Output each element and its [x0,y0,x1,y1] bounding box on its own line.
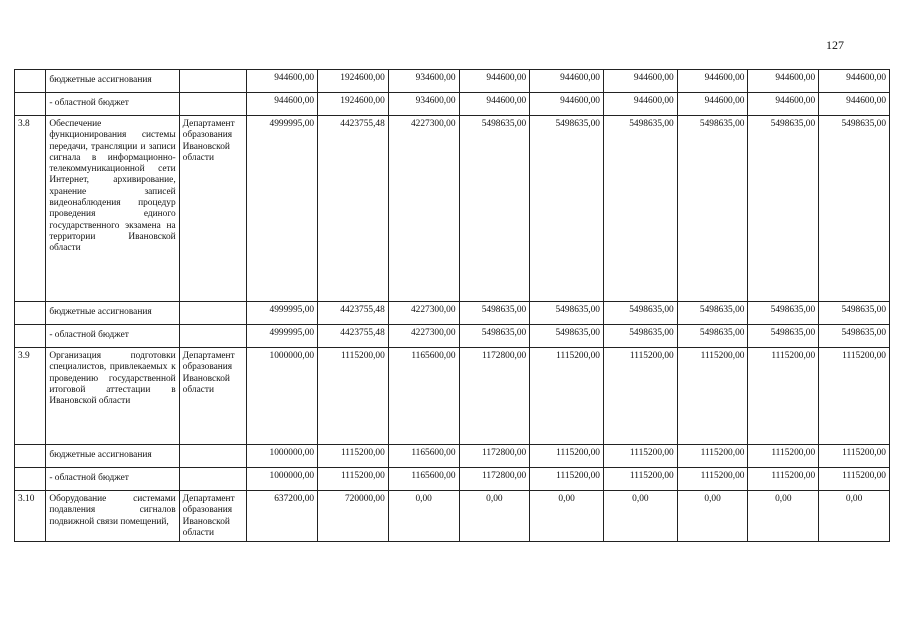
row-name-cell: Обеспечение функционирования системы передачи, трансляции и записи сигнала в информационно-телекоммуникационной сети Интернет, архивирование, хранение записей видеонаблюдения процедур проведения единого государственного экзамена на территории Ивановской области [46,116,179,302]
row-value-cell: 1172800,00 [459,348,530,445]
row-value-cell: 5498635,00 [530,325,604,348]
row-value-cell: 4999995,00 [247,116,318,302]
row-value-cell: 1165600,00 [388,348,459,445]
row-value-cell: 944600,00 [247,93,318,116]
row-value-cell: 4999995,00 [247,325,318,348]
row-value-cell: 1115200,00 [748,468,819,491]
row-value-cell: 5498635,00 [677,116,748,302]
table-row-subtotal [15,325,890,348]
row-executor-cell [179,70,247,93]
row-value-cell: 1115200,00 [819,445,890,468]
row-value-cell: 5498635,00 [748,116,819,302]
row-value-cell: 1115200,00 [530,348,604,445]
row-value-cell: 1115200,00 [819,468,890,491]
table-row-subtotal [15,445,890,468]
row-value-cell: 1115200,00 [603,445,677,468]
row-value-cell: 0,00 [748,491,819,542]
row-value-cell: 944600,00 [677,93,748,116]
row-value-cell: 944600,00 [530,93,604,116]
row-value-cell: 0,00 [459,491,530,542]
row-executor-cell: Департамент образования Ивановской области [179,348,247,445]
row-value-cell: 944600,00 [819,93,890,116]
table-row-subtotal [15,93,890,116]
row-value-cell: 1115200,00 [603,468,677,491]
row-name-cell: - областной бюджет [46,468,179,491]
row-value-cell: 5498635,00 [819,116,890,302]
row-value-cell: 5498635,00 [748,302,819,325]
row-executor-cell [179,93,247,116]
row-value-cell: 4227300,00 [388,325,459,348]
row-value-cell: 944600,00 [603,93,677,116]
row-value-cell: 5498635,00 [459,325,530,348]
row-value-cell: 0,00 [819,491,890,542]
row-code-cell [15,70,46,93]
table-row-subtotal [15,70,890,93]
row-value-cell: 944600,00 [459,70,530,93]
row-value-cell: 1115200,00 [318,445,389,468]
row-value-cell: 944600,00 [603,70,677,93]
row-code-cell: 3.8 [15,116,46,302]
row-value-cell: 5498635,00 [677,325,748,348]
row-value-cell: 0,00 [603,491,677,542]
row-value-cell: 5498635,00 [459,302,530,325]
row-value-cell: 4423755,48 [318,302,389,325]
row-name-cell: Оборудование системами подавления сигналов подвижной связи помещений, [46,491,179,542]
row-code-cell: 3.9 [15,348,46,445]
row-value-cell: 1115200,00 [677,348,748,445]
row-code-cell [15,468,46,491]
row-value-cell: 1115200,00 [819,348,890,445]
row-value-cell: 944600,00 [459,93,530,116]
row-value-cell: 4999995,00 [247,302,318,325]
row-value-cell: 4227300,00 [388,116,459,302]
row-executor-cell: Департамент образования Ивановской области [179,491,247,542]
row-name-cell: - областной бюджет [46,93,179,116]
row-value-cell: 944600,00 [677,70,748,93]
row-value-cell: 1924600,00 [318,70,389,93]
row-value-cell: 1115200,00 [748,445,819,468]
row-executor-cell [179,445,247,468]
row-value-cell: 944600,00 [247,70,318,93]
row-value-cell: 1000000,00 [247,445,318,468]
row-code-cell: 3.10 [15,491,46,542]
row-value-cell: 720000,00 [318,491,389,542]
row-value-cell: 1115200,00 [530,468,604,491]
table-row-subtotal [15,302,890,325]
row-value-cell: 637200,00 [247,491,318,542]
row-name-cell: бюджетные ассигнования [46,302,179,325]
row-value-cell: 0,00 [677,491,748,542]
row-value-cell: 1172800,00 [459,445,530,468]
row-value-cell: 1115200,00 [677,445,748,468]
row-value-cell: 1115200,00 [318,468,389,491]
budget-table [14,69,890,542]
row-value-cell: 5498635,00 [819,325,890,348]
row-value-cell: 944600,00 [530,70,604,93]
row-code-cell [15,325,46,348]
row-value-cell: 1115200,00 [318,348,389,445]
row-value-cell: 934600,00 [388,70,459,93]
row-value-cell: 1924600,00 [318,93,389,116]
row-name-cell: - областной бюджет [46,325,179,348]
row-value-cell: 1115200,00 [530,445,604,468]
row-value-cell: 5498635,00 [748,325,819,348]
row-value-cell: 1115200,00 [748,348,819,445]
row-value-cell: 0,00 [388,491,459,542]
row-value-cell: 5498635,00 [603,116,677,302]
row-name-cell: бюджетные ассигнования [46,445,179,468]
row-value-cell: 944600,00 [748,93,819,116]
row-value-cell: 0,00 [530,491,604,542]
row-value-cell: 5498635,00 [677,302,748,325]
row-code-cell [15,302,46,325]
row-value-cell: 1000000,00 [247,468,318,491]
row-code-cell [15,93,46,116]
row-value-cell: 944600,00 [819,70,890,93]
table-row-measure [15,491,890,542]
row-name-cell: бюджетные ассигнования [46,70,179,93]
row-value-cell: 1165600,00 [388,468,459,491]
row-executor-cell [179,325,247,348]
row-value-cell: 1000000,00 [247,348,318,445]
row-value-cell: 5498635,00 [530,302,604,325]
row-value-cell: 1115200,00 [677,468,748,491]
row-value-cell: 4423755,48 [318,116,389,302]
page-number: 127 [826,38,844,52]
row-value-cell: 4423755,48 [318,325,389,348]
row-value-cell: 5498635,00 [819,302,890,325]
row-executor-cell [179,302,247,325]
table-row-measure [15,116,890,302]
row-value-cell: 5498635,00 [530,116,604,302]
row-value-cell: 1115200,00 [603,348,677,445]
row-value-cell: 5498635,00 [603,302,677,325]
row-value-cell: 1165600,00 [388,445,459,468]
table-row-subtotal [15,468,890,491]
row-executor-cell [179,468,247,491]
table-row-measure [15,348,890,445]
row-code-cell [15,445,46,468]
row-name-cell: Организация подготовки специалистов, привлекаемых к проведению государственной итоговой аттестации в Ивановской области [46,348,179,445]
budget-table-body [15,70,890,542]
row-value-cell: 934600,00 [388,93,459,116]
row-value-cell: 944600,00 [748,70,819,93]
row-value-cell: 4227300,00 [388,302,459,325]
row-value-cell: 1172800,00 [459,468,530,491]
row-value-cell: 5498635,00 [459,116,530,302]
row-value-cell: 5498635,00 [603,325,677,348]
row-executor-cell: Департамент образования Ивановской области [179,116,247,302]
